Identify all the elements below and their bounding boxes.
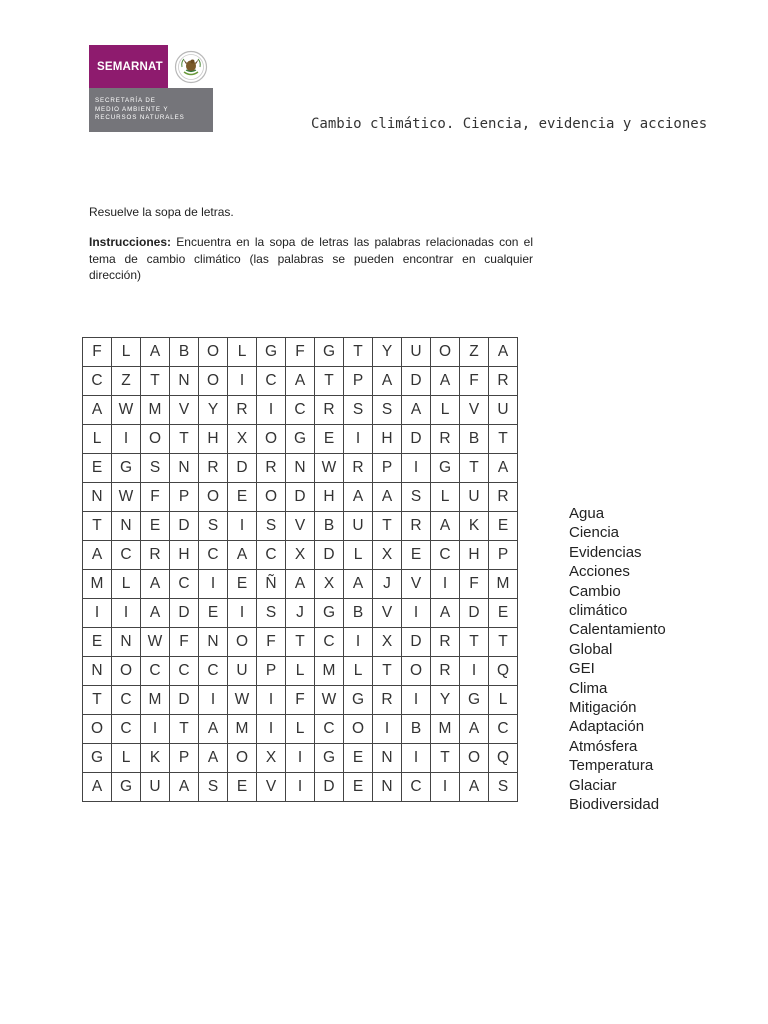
- grid-cell: K: [460, 512, 489, 541]
- page-title: Cambio climático. Ciencia, evidencia y acciones: [311, 116, 708, 132]
- grid-cell: A: [460, 773, 489, 802]
- grid-cell: O: [402, 657, 431, 686]
- instruction-text: Encuentra en la sopa de letras las palabras relacionadas con el tema de cambio climático (las palabras se pueden encontrar en cualquier dirección): [89, 235, 534, 282]
- grid-cell: T: [460, 454, 489, 483]
- grid-cell: H: [460, 541, 489, 570]
- grid-cell: E: [489, 512, 518, 541]
- grid-cell: T: [373, 512, 402, 541]
- grid-cell: D: [170, 599, 199, 628]
- grid-cell: T: [170, 425, 199, 454]
- grid-cell: O: [257, 425, 286, 454]
- grid-cell: N: [83, 657, 112, 686]
- grid-row: [83, 454, 518, 483]
- grid-cell: O: [257, 483, 286, 512]
- grid-cell: I: [141, 715, 170, 744]
- grid-cell: R: [228, 396, 257, 425]
- grid-cell: F: [141, 483, 170, 512]
- grid-cell: V: [460, 396, 489, 425]
- grid-cell: G: [257, 338, 286, 367]
- grid-cell: J: [286, 599, 315, 628]
- word-list-item: Adaptación: [569, 718, 645, 736]
- grid-cell: R: [402, 512, 431, 541]
- grid-cell: A: [344, 483, 373, 512]
- grid-cell: A: [83, 396, 112, 425]
- grid-cell: N: [199, 628, 228, 657]
- grid-cell: I: [286, 773, 315, 802]
- grid-cell: V: [373, 599, 402, 628]
- grid-cell: E: [344, 773, 373, 802]
- word-list-item: GEI: [569, 660, 595, 678]
- grid-cell: C: [170, 657, 199, 686]
- grid-cell: G: [315, 338, 344, 367]
- word-list-item: Temperatura: [569, 757, 654, 775]
- grid-cell: A: [431, 367, 460, 396]
- grid-cell: R: [344, 454, 373, 483]
- grid-cell: Y: [199, 396, 228, 425]
- grid-cell: F: [460, 367, 489, 396]
- grid-cell: Q: [489, 657, 518, 686]
- grid-cell: V: [286, 512, 315, 541]
- grid-cell: L: [431, 396, 460, 425]
- grid-cell: B: [402, 715, 431, 744]
- instruction-paragraph: [89, 234, 533, 284]
- grid-cell: S: [199, 773, 228, 802]
- grid-cell: L: [112, 570, 141, 599]
- grid-cell: R: [199, 454, 228, 483]
- grid-cell: Ñ: [257, 570, 286, 599]
- grid-cell: B: [344, 599, 373, 628]
- grid-cell: M: [315, 657, 344, 686]
- grid-cell: R: [431, 425, 460, 454]
- grid-cell: D: [228, 454, 257, 483]
- grid-cell: N: [170, 367, 199, 396]
- word-list-item: Biodiversidad: [569, 796, 660, 814]
- grid-row: [83, 715, 518, 744]
- grid-cell: T: [373, 657, 402, 686]
- mexico-coat-of-arms-icon: [168, 45, 213, 88]
- grid-cell: I: [373, 715, 402, 744]
- grid-cell: O: [228, 744, 257, 773]
- grid-cell: D: [402, 367, 431, 396]
- grid-cell: M: [141, 396, 170, 425]
- grid-cell: T: [460, 628, 489, 657]
- grid-cell: U: [489, 396, 518, 425]
- grid-cell: D: [402, 425, 431, 454]
- grid-cell: C: [431, 541, 460, 570]
- grid-cell: E: [228, 570, 257, 599]
- word-list-item: Calentamiento: [569, 621, 666, 639]
- grid-row: [83, 570, 518, 599]
- grid-cell: W: [315, 686, 344, 715]
- grid-cell: B: [315, 512, 344, 541]
- grid-cell: P: [170, 483, 199, 512]
- word-list-item: Cambio: [569, 582, 621, 600]
- grid-cell: G: [315, 744, 344, 773]
- grid-cell: W: [228, 686, 257, 715]
- grid-cell: P: [373, 454, 402, 483]
- grid-cell: O: [199, 367, 228, 396]
- grid-cell: F: [460, 570, 489, 599]
- grid-cell: X: [373, 628, 402, 657]
- grid-cell: X: [315, 570, 344, 599]
- grid-cell: D: [286, 483, 315, 512]
- word-list-item: climático: [569, 602, 628, 620]
- grid-cell: A: [344, 570, 373, 599]
- grid-cell: O: [112, 657, 141, 686]
- grid-cell: G: [286, 425, 315, 454]
- grid-cell: A: [431, 599, 460, 628]
- grid-cell: A: [489, 338, 518, 367]
- grid-cell: D: [460, 599, 489, 628]
- grid-cell: H: [315, 483, 344, 512]
- grid-cell: T: [170, 715, 199, 744]
- grid-cell: I: [83, 599, 112, 628]
- grid-cell: R: [141, 541, 170, 570]
- grid-cell: I: [402, 686, 431, 715]
- logo-subtitle-line-3: RECURSOS NATURALES: [95, 114, 185, 121]
- grid-cell: U: [141, 773, 170, 802]
- grid-cell: L: [112, 744, 141, 773]
- grid-cell: L: [489, 686, 518, 715]
- grid-cell: N: [373, 773, 402, 802]
- logo-subtitle-line-1: SECRETARÍA DE: [95, 97, 156, 104]
- grid-cell: H: [199, 425, 228, 454]
- grid-cell: M: [83, 570, 112, 599]
- grid-cell: Q: [489, 744, 518, 773]
- grid-cell: U: [228, 657, 257, 686]
- grid-cell: I: [112, 599, 141, 628]
- grid-cell: X: [228, 425, 257, 454]
- grid-cell: I: [228, 367, 257, 396]
- grid-cell: C: [170, 570, 199, 599]
- word-list-item: Acciones: [569, 563, 630, 581]
- grid-cell: Y: [373, 338, 402, 367]
- grid-cell: L: [286, 715, 315, 744]
- grid-cell: G: [460, 686, 489, 715]
- grid-cell: I: [112, 425, 141, 454]
- grid-cell: F: [286, 686, 315, 715]
- grid-cell: S: [257, 512, 286, 541]
- grid-row: [83, 744, 518, 773]
- grid-cell: R: [257, 454, 286, 483]
- grid-cell: E: [344, 744, 373, 773]
- grid-cell: S: [373, 396, 402, 425]
- grid-row: [83, 367, 518, 396]
- grid-cell: G: [344, 686, 373, 715]
- grid-cell: R: [489, 367, 518, 396]
- grid-cell: I: [228, 599, 257, 628]
- grid-cell: I: [344, 628, 373, 657]
- grid-cell: O: [460, 744, 489, 773]
- grid-cell: D: [315, 541, 344, 570]
- grid-cell: W: [112, 483, 141, 512]
- grid-cell: P: [344, 367, 373, 396]
- grid-cell: X: [257, 744, 286, 773]
- word-list-item: Mitigación: [569, 699, 637, 717]
- grid-cell: I: [257, 396, 286, 425]
- grid-cell: L: [431, 483, 460, 512]
- grid-row: [83, 512, 518, 541]
- grid-cell: C: [112, 715, 141, 744]
- grid-cell: F: [83, 338, 112, 367]
- word-list-item: Ciencia: [569, 524, 620, 542]
- grid-cell: D: [170, 686, 199, 715]
- word-list-item: Atmósfera: [569, 737, 638, 755]
- grid-cell: A: [373, 483, 402, 512]
- grid-cell: R: [431, 657, 460, 686]
- grid-row: [83, 396, 518, 425]
- grid-cell: C: [489, 715, 518, 744]
- grid-cell: J: [373, 570, 402, 599]
- grid-cell: E: [141, 512, 170, 541]
- grid-cell: C: [315, 715, 344, 744]
- grid-cell: A: [489, 454, 518, 483]
- grid-cell: H: [373, 425, 402, 454]
- grid-cell: N: [170, 454, 199, 483]
- grid-cell: X: [373, 541, 402, 570]
- grid-cell: O: [83, 715, 112, 744]
- grid-cell: P: [489, 541, 518, 570]
- grid-cell: C: [402, 773, 431, 802]
- logo-subtitle-band: [89, 88, 213, 132]
- grid-cell: S: [199, 512, 228, 541]
- grid-cell: M: [489, 570, 518, 599]
- grid-cell: S: [257, 599, 286, 628]
- grid-cell: A: [141, 599, 170, 628]
- grid-row: [83, 483, 518, 512]
- grid-cell: E: [489, 599, 518, 628]
- grid-cell: T: [315, 367, 344, 396]
- grid-cell: A: [199, 715, 228, 744]
- grid-row: [83, 628, 518, 657]
- grid-cell: C: [315, 628, 344, 657]
- grid-cell: R: [489, 483, 518, 512]
- word-search-grid: [82, 337, 518, 802]
- grid-cell: N: [286, 454, 315, 483]
- grid-cell: C: [141, 657, 170, 686]
- grid-cell: C: [257, 541, 286, 570]
- grid-cell: E: [83, 454, 112, 483]
- grid-cell: I: [431, 773, 460, 802]
- grid-cell: I: [344, 425, 373, 454]
- grid-row: [83, 338, 518, 367]
- grid-cell: D: [170, 512, 199, 541]
- grid-cell: G: [112, 454, 141, 483]
- word-list-item: Agua: [569, 505, 605, 522]
- grid-cell: I: [199, 570, 228, 599]
- grid-cell: N: [373, 744, 402, 773]
- grid-cell: N: [112, 512, 141, 541]
- grid-cell: I: [431, 570, 460, 599]
- grid-cell: D: [315, 773, 344, 802]
- grid-cell: F: [170, 628, 199, 657]
- grid-cell: A: [286, 367, 315, 396]
- word-list-item: Evidencias: [569, 543, 642, 561]
- grid-cell: W: [315, 454, 344, 483]
- grid-cell: A: [83, 541, 112, 570]
- grid-row: [83, 599, 518, 628]
- grid-row: [83, 657, 518, 686]
- word-list: [569, 504, 666, 815]
- grid-cell: T: [344, 338, 373, 367]
- grid-cell: L: [344, 541, 373, 570]
- grid-cell: F: [286, 338, 315, 367]
- grid-cell: A: [402, 396, 431, 425]
- grid-cell: T: [489, 628, 518, 657]
- grid-cell: E: [199, 599, 228, 628]
- grid-row: [83, 425, 518, 454]
- grid-cell: B: [460, 425, 489, 454]
- grid-cell: I: [228, 512, 257, 541]
- grid-row: [83, 541, 518, 570]
- grid-cell: T: [431, 744, 460, 773]
- grid-cell: M: [431, 715, 460, 744]
- grid-cell: V: [257, 773, 286, 802]
- grid-row: [83, 773, 518, 802]
- grid-cell: R: [431, 628, 460, 657]
- grid-cell: C: [199, 541, 228, 570]
- grid-cell: N: [83, 483, 112, 512]
- grid-cell: U: [460, 483, 489, 512]
- grid-cell: V: [402, 570, 431, 599]
- grid-cell: P: [170, 744, 199, 773]
- grid-cell: W: [112, 396, 141, 425]
- grid-cell: I: [402, 599, 431, 628]
- grid-cell: X: [286, 541, 315, 570]
- semarnat-logo: [89, 45, 213, 132]
- grid-cell: I: [286, 744, 315, 773]
- grid-cell: O: [199, 483, 228, 512]
- word-list-item: Clima: [569, 679, 608, 697]
- grid-cell: L: [286, 657, 315, 686]
- grid-cell: G: [431, 454, 460, 483]
- grid-cell: A: [199, 744, 228, 773]
- grid-cell: I: [460, 657, 489, 686]
- grid-cell: T: [286, 628, 315, 657]
- grid-cell: C: [83, 367, 112, 396]
- grid-cell: A: [373, 367, 402, 396]
- grid-cell: C: [112, 686, 141, 715]
- grid-cell: A: [286, 570, 315, 599]
- grid-cell: U: [344, 512, 373, 541]
- grid-cell: W: [141, 628, 170, 657]
- grid-cell: A: [431, 512, 460, 541]
- grid-cell: B: [170, 338, 199, 367]
- grid-cell: P: [257, 657, 286, 686]
- grid-cell: E: [228, 483, 257, 512]
- grid-cell: I: [402, 454, 431, 483]
- grid-cell: N: [112, 628, 141, 657]
- grid-cell: S: [489, 773, 518, 802]
- instruction-label: Instrucciones:: [89, 235, 172, 249]
- grid-cell: I: [257, 715, 286, 744]
- grid-cell: L: [228, 338, 257, 367]
- grid-cell: Z: [112, 367, 141, 396]
- grid-cell: E: [315, 425, 344, 454]
- grid-cell: T: [489, 425, 518, 454]
- instruction-intro: Resuelve la sopa de letras.: [89, 205, 234, 219]
- grid-cell: T: [83, 512, 112, 541]
- grid-cell: E: [83, 628, 112, 657]
- grid-cell: Z: [460, 338, 489, 367]
- grid-cell: M: [141, 686, 170, 715]
- grid-cell: C: [199, 657, 228, 686]
- grid-cell: D: [402, 628, 431, 657]
- grid-cell: L: [344, 657, 373, 686]
- logo-subtitle-line-2: MEDIO AMBIENTE Y: [95, 105, 169, 113]
- grid-cell: R: [315, 396, 344, 425]
- grid-cell: S: [141, 454, 170, 483]
- grid-cell: C: [286, 396, 315, 425]
- grid-cell: O: [199, 338, 228, 367]
- grid-cell: O: [431, 338, 460, 367]
- grid-cell: A: [228, 541, 257, 570]
- grid-cell: A: [141, 570, 170, 599]
- grid-cell: O: [344, 715, 373, 744]
- logo-brand-text: SEMARNAT: [89, 45, 168, 88]
- logo-top-band: [89, 45, 213, 88]
- grid-cell: T: [141, 367, 170, 396]
- grid-cell: C: [112, 541, 141, 570]
- grid-cell: Y: [431, 686, 460, 715]
- grid-cell: H: [170, 541, 199, 570]
- word-list-item: Glaciar: [569, 776, 617, 794]
- word-list-item: Global: [569, 640, 613, 658]
- grid-cell: C: [257, 367, 286, 396]
- grid-cell: G: [315, 599, 344, 628]
- grid-cell: G: [112, 773, 141, 802]
- grid-cell: T: [83, 686, 112, 715]
- grid-cell: E: [228, 773, 257, 802]
- grid-cell: A: [460, 715, 489, 744]
- grid-cell: V: [170, 396, 199, 425]
- grid-cell: S: [344, 396, 373, 425]
- grid-cell: R: [373, 686, 402, 715]
- grid-cell: A: [141, 338, 170, 367]
- grid-row: [83, 686, 518, 715]
- grid-cell: I: [257, 686, 286, 715]
- grid-cell: U: [402, 338, 431, 367]
- grid-cell: M: [228, 715, 257, 744]
- grid-cell: I: [199, 686, 228, 715]
- grid-cell: O: [141, 425, 170, 454]
- grid-cell: L: [83, 425, 112, 454]
- grid-cell: E: [402, 541, 431, 570]
- grid-cell: G: [83, 744, 112, 773]
- grid-cell: K: [141, 744, 170, 773]
- grid-cell: F: [257, 628, 286, 657]
- grid-cell: A: [83, 773, 112, 802]
- grid-cell: I: [402, 744, 431, 773]
- grid-cell: A: [170, 773, 199, 802]
- grid-cell: O: [228, 628, 257, 657]
- grid-cell: L: [112, 338, 141, 367]
- grid-cell: S: [402, 483, 431, 512]
